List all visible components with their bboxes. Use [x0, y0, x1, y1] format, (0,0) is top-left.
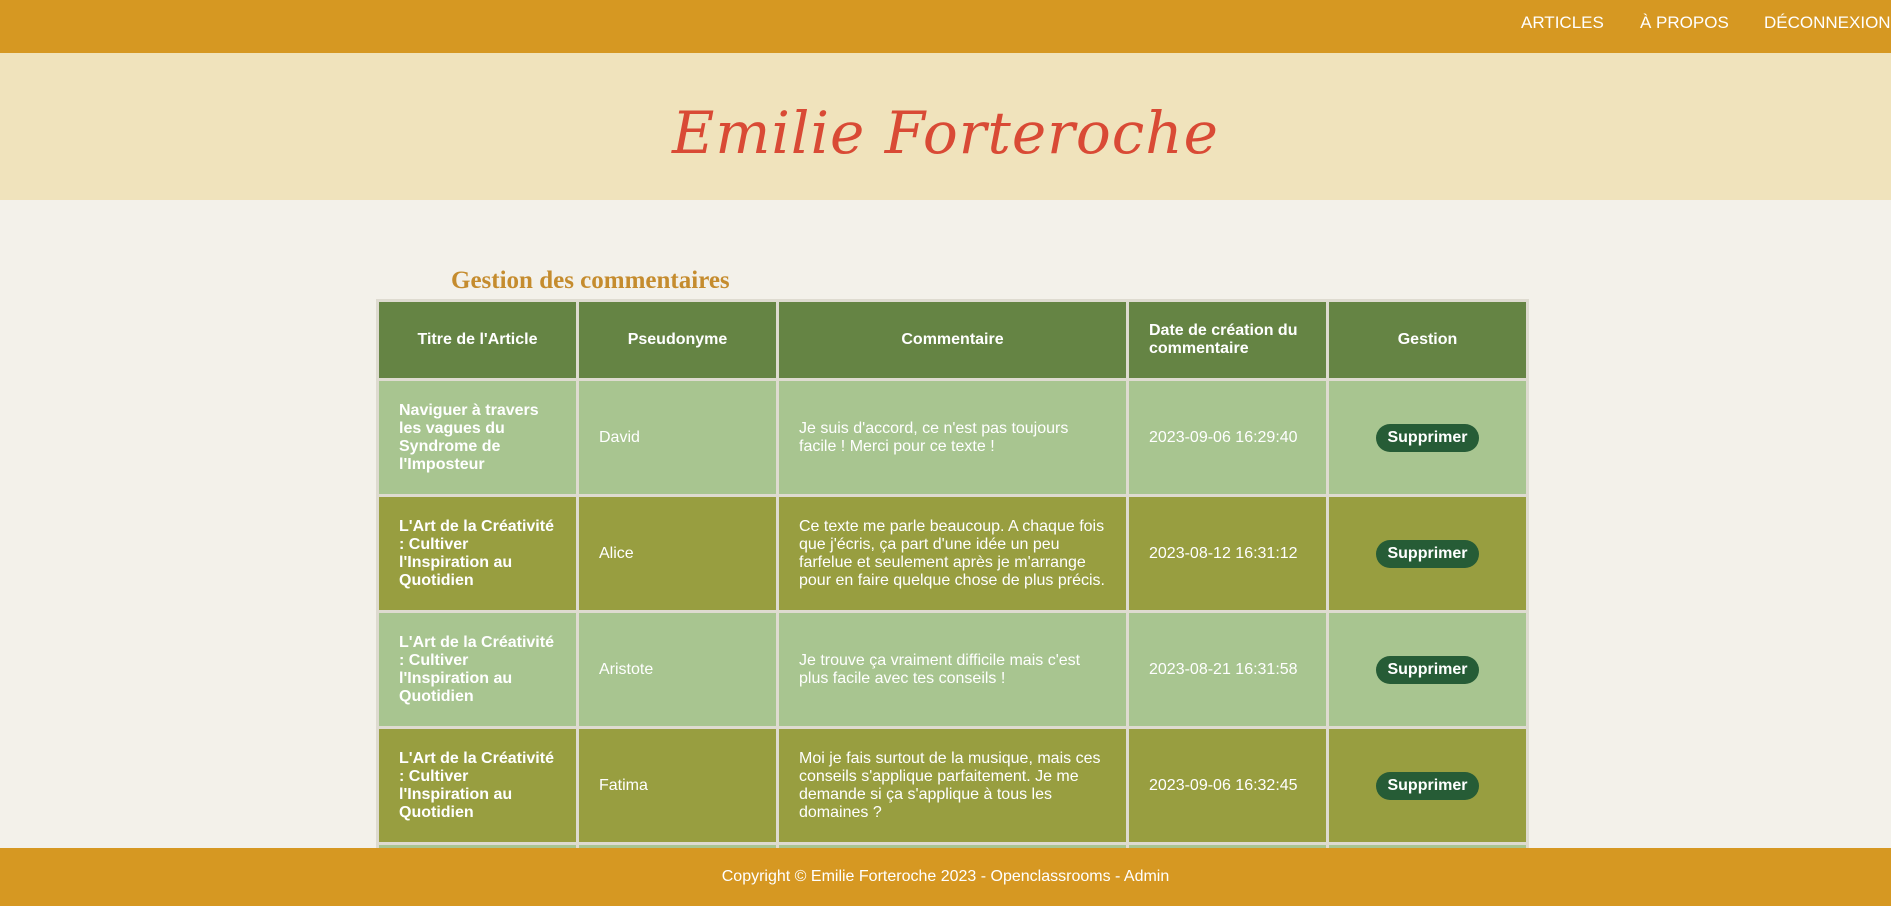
- cell-article-title: L'Art de la Créativité : Cultiver l'Inspiration au Quotidien: [379, 497, 576, 610]
- column-header-actions: Gestion: [1329, 302, 1526, 378]
- footer-text: [722, 848, 1170, 906]
- cell-actions: [1329, 497, 1526, 610]
- delete-comment-button[interactable]: Supprimer: [1376, 656, 1478, 684]
- nav-logout-link[interactable]: DÉCONNEXION: [1764, 13, 1891, 32]
- table-row: [379, 613, 1526, 726]
- cell-comment: Moi je fais surtout de la musique, mais ces conseils s'applique parfaitement. Je me demande si ça s'applique à tous les domaines ?: [779, 729, 1126, 842]
- cell-pseudo: Fatima: [579, 729, 776, 842]
- cell-comment: Je trouve ça vraiment difficile mais c'est plus facile avec tes conseils !: [779, 613, 1126, 726]
- hero-banner: [0, 53, 1891, 200]
- table-row: [379, 381, 1526, 494]
- cell-pseudo: Aristote: [579, 613, 776, 726]
- top-nav: [0, 0, 1891, 53]
- cell-article-title: L'Art de la Créativité : Cultiver l'Inspiration au Quotidien: [379, 729, 576, 842]
- delete-comment-button[interactable]: Supprimer: [1376, 772, 1478, 800]
- footer-copyright: Copyright © Emilie Forteroche 2023 - Openclassrooms -: [721, 868, 1124, 885]
- footer: [0, 848, 1891, 906]
- cell-date: 2023-09-06 16:32:45: [1129, 729, 1326, 842]
- cell-actions: [1329, 729, 1526, 842]
- cell-date: 2023-08-21 16:31:58: [1129, 613, 1326, 726]
- table-header-row: [379, 302, 1526, 378]
- cell-comment: Ce texte me parle beaucoup. A chaque fois que j'écris, ça part d'une idée un peu farfelue et seulement après je m'arrange pour en faire quelque chose de plus précis.: [779, 497, 1126, 610]
- column-header-date: Date de création du commentaire: [1129, 302, 1326, 378]
- cell-date: 2023-09-06 16:29:40: [1129, 381, 1326, 494]
- column-header-comment: Commentaire: [779, 302, 1126, 378]
- cell-date: 2023-08-12 16:31:12: [1129, 497, 1326, 610]
- cell-actions: [1329, 381, 1526, 494]
- comments-table: [376, 299, 1529, 906]
- delete-comment-button[interactable]: Supprimer: [1376, 424, 1478, 452]
- table-row: [379, 729, 1526, 842]
- delete-comment-button[interactable]: Supprimer: [1376, 540, 1478, 568]
- column-header-title: Titre de l'Article: [379, 302, 576, 378]
- nav-articles-link[interactable]: ARTICLES: [1521, 13, 1604, 32]
- cell-comment: Je suis d'accord, ce n'est pas toujours facile ! Merci pour ce texte !: [779, 381, 1126, 494]
- cell-actions: [1329, 613, 1526, 726]
- page-title: Gestion des commentaires: [451, 266, 730, 294]
- cell-article-title: Naviguer à travers les vagues du Syndrome de l'Imposteur: [379, 381, 576, 494]
- nav-about-link[interactable]: À PROPOS: [1640, 13, 1729, 32]
- cell-pseudo: David: [579, 381, 776, 494]
- column-header-pseudo: Pseudonyme: [579, 302, 776, 378]
- site-title: Emilie Forteroche: [672, 99, 1219, 167]
- table-row: [379, 497, 1526, 610]
- footer-admin-link[interactable]: Admin: [1123, 868, 1170, 885]
- cell-pseudo: Alice: [579, 497, 776, 610]
- cell-article-title: L'Art de la Créativité : Cultiver l'Inspiration au Quotidien: [379, 613, 576, 726]
